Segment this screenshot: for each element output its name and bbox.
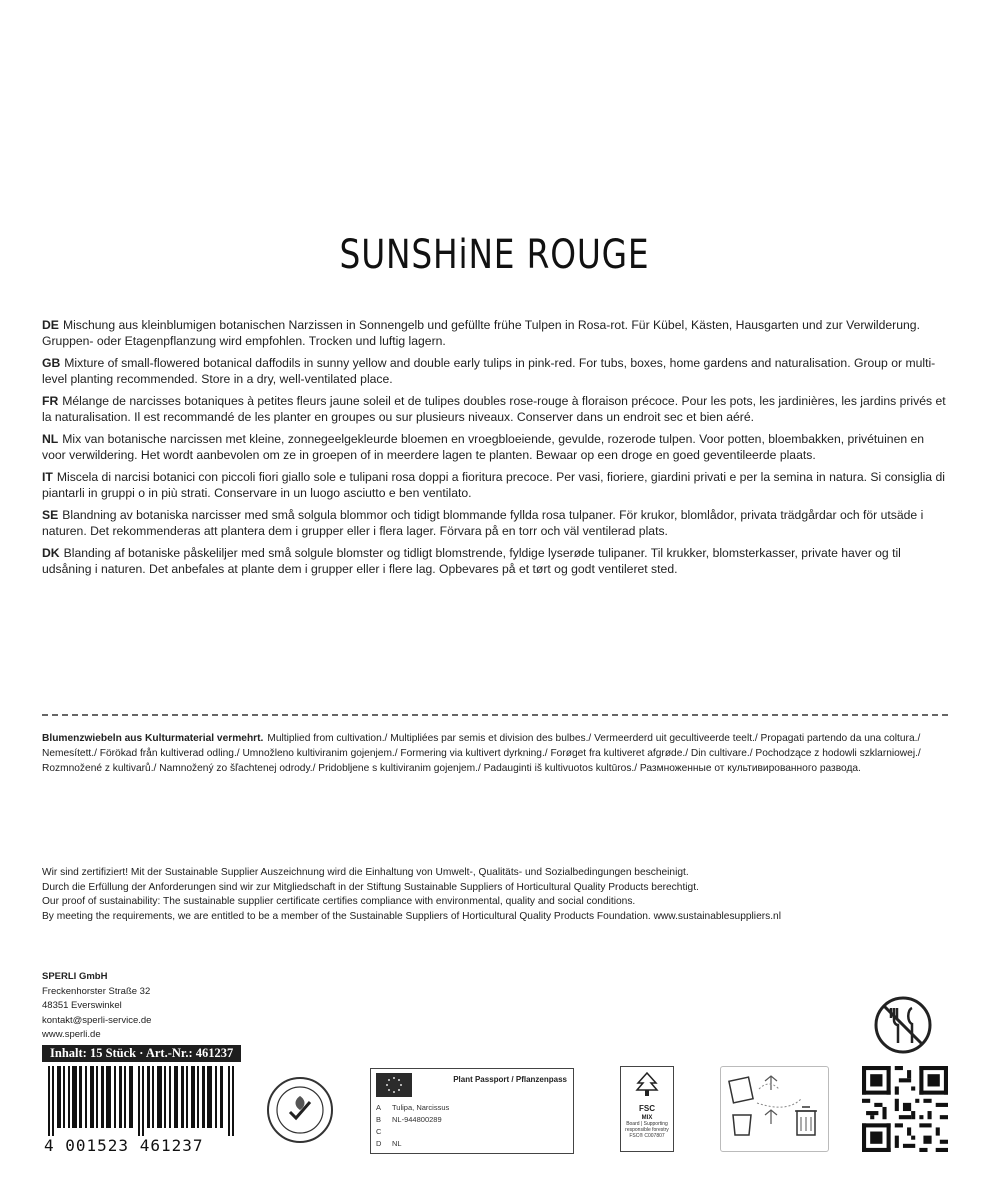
plant-passport bbox=[370, 1068, 574, 1154]
product-title: SUNSHiNE ROUGE bbox=[339, 232, 650, 278]
not-edible-icon bbox=[872, 994, 934, 1056]
sustainable-supplier-seal-icon bbox=[266, 1076, 334, 1144]
description-se: SE Blandning av botaniska narcisser med små solgula blommor och tidigt blommande fyllda rosa tulpaner. För krukor, blomlådor, privata trädgårdar och för utsäde i naturen. Det rekommenderas att plantera dem i grupper eller i flera lager. Förvara på en torr och väl ventilerad plats. bbox=[42, 508, 924, 538]
recycling-info-icon bbox=[720, 1066, 829, 1152]
passport-row-a: A Tulipa, Narcissus bbox=[376, 1103, 450, 1112]
company-web: www.sperli.de bbox=[42, 1029, 101, 1040]
company-name: SPERLI GmbH bbox=[42, 971, 108, 982]
fsc-sub: Board | Supporting responsible forestry bbox=[625, 1121, 669, 1133]
fsc-mix: MIX bbox=[641, 1115, 653, 1121]
fsc-tree-icon bbox=[632, 1071, 662, 1097]
description-nl: NL Mix van botanische narcissen met kleine, zonnegeelgekleurde bloemen en vroegbloeiende, gevulde, rozerode tulpen. Voor potten, bloembakken, privétuinen en voor verwildering. Het wordt aanbevolen om ze in groepen of in meerdere lagen te planten. Bewaar op een droge en goed geventileerde plaats. bbox=[42, 432, 925, 462]
passport-row-c: C bbox=[376, 1127, 382, 1136]
certification-text: Wir sind zertifiziert! Mit der Sustainable Supplier Auszeichnung wird die Einhaltung von Umwelt-, Qualitäts- und Sozialbedingungen bescheinigt. Durch die Erfüllung der Anforderungen sind wir zur Mitgliedschaft in der Stiftung Sustainable Suppliers of Horticultural Quality Products berechtigt. Our proof of sustainability: The sustainable supplier certificate certifies compliance with environmental, quality and social conditions. By meeting the requirements, we are entitled to be a member of the Sustainable Suppliers of Horticultural Quality Products Foundation. www.sustainablesuppliers.nl bbox=[42, 867, 781, 922]
qr-code-icon bbox=[862, 1066, 948, 1152]
description-it: IT Miscela di narcisi botanici con piccoli fiori giallo sole e tulipani rosa doppi a fioritura precoce. Per vasi, fioriere, giardini privati e per la semina in natura. Si consiglia di piantarli in gruppi o in più strati. Conservare in un luogo asciutto e ben ventilato. bbox=[42, 470, 945, 500]
fsc-label bbox=[620, 1066, 674, 1152]
company-street: Freckenhorster Straße 32 bbox=[42, 985, 151, 997]
barcode-icon bbox=[44, 1066, 240, 1136]
company-address bbox=[42, 970, 151, 1043]
contents-label: Inhalt: 15 Stück · Art.-Nr.: 461237 bbox=[42, 1045, 241, 1062]
passport-row-b: B NL-944800289 bbox=[376, 1115, 442, 1124]
description-gb: GB Mixture of small-flowered botanical daffodils in sunny yellow and double early tulips in pink-red. For tubs, boxes, home gardens and naturalisation. Group or multi-level planting recommended. Store in a dry, well-ventilated place. bbox=[42, 356, 936, 386]
barcode-number: 4 001523 461237 bbox=[44, 1136, 204, 1155]
fsc-logo-text: FSC bbox=[639, 1104, 655, 1113]
company-email: kontakt@sperli-service.de bbox=[42, 1014, 152, 1026]
company-city: 48351 Everswinkel bbox=[42, 1000, 122, 1011]
description-fr: FR Mélange de narcisses botaniques à petites fleurs jaune soleil et de tulipes doubles rose-rouge à floraison précoce. Pour les pots, les jardinières, les jardins privés et la naturalisation. Il est recommandé de les planter en groupes ou sur plusieurs niveaux. Conserver dans un endroit sec et bien aéré. bbox=[42, 394, 946, 424]
plant-passport-title: Plant Passport / Pflanzenpass bbox=[453, 1075, 567, 1084]
eu-flag-icon bbox=[376, 1073, 412, 1097]
cultivation-note: Blumenzwiebeln aus Kulturmaterial vermehrt. Multiplied from cultivation./ Multipliées par semis et division des bulbes./ Vermeerderd uit gecultiveerde teelt./ Propagati partendo da una coltura./ Nemesített./ Förökad från kultiverad odling./ Umnožleno kultiviranim gojenjem./ Formering via kultivert dyrkning./ Forøget fra kultiveret afgrøde./ Din cultivare./ Pochodzące z hodowli szklarniowej./ Rozmnožené z kultivarů./ Namnožený zo šľachtenej odrody./ Pridobljene s kultiviranim gojenjem./ Padauginti iš kultivuotos kultūros./ Размноженные от культивированного развода. bbox=[42, 733, 921, 774]
fsc-code: FSC® C007807 bbox=[629, 1133, 665, 1139]
descriptions bbox=[42, 318, 947, 584]
description-dk: DK Blanding af botaniske påskeliljer med små solgule blomster og tidligt blomstrende, fyldige lyserøde tulipaner. Til krukker, blomsterkasser, private haver og til udsåning i naturen. Det anbefales at plante dem i grupper eller i flere lag. Opbevares på et tørt og godt ventileret sted. bbox=[42, 546, 901, 576]
passport-row-d: D NL bbox=[376, 1139, 402, 1148]
dashed-divider bbox=[42, 714, 948, 716]
description-de: DE Mischung aus kleinblumigen botanischen Narzissen in Sonnengelb und gefüllte frühe Tulpen in Rosa-rot. Für Kübel, Kästen, Hausgarten und zur Verwilderung. Gruppen- oder Etagenpflanzung wird empfohlen. Trocken und luftig lagern. bbox=[42, 318, 920, 348]
